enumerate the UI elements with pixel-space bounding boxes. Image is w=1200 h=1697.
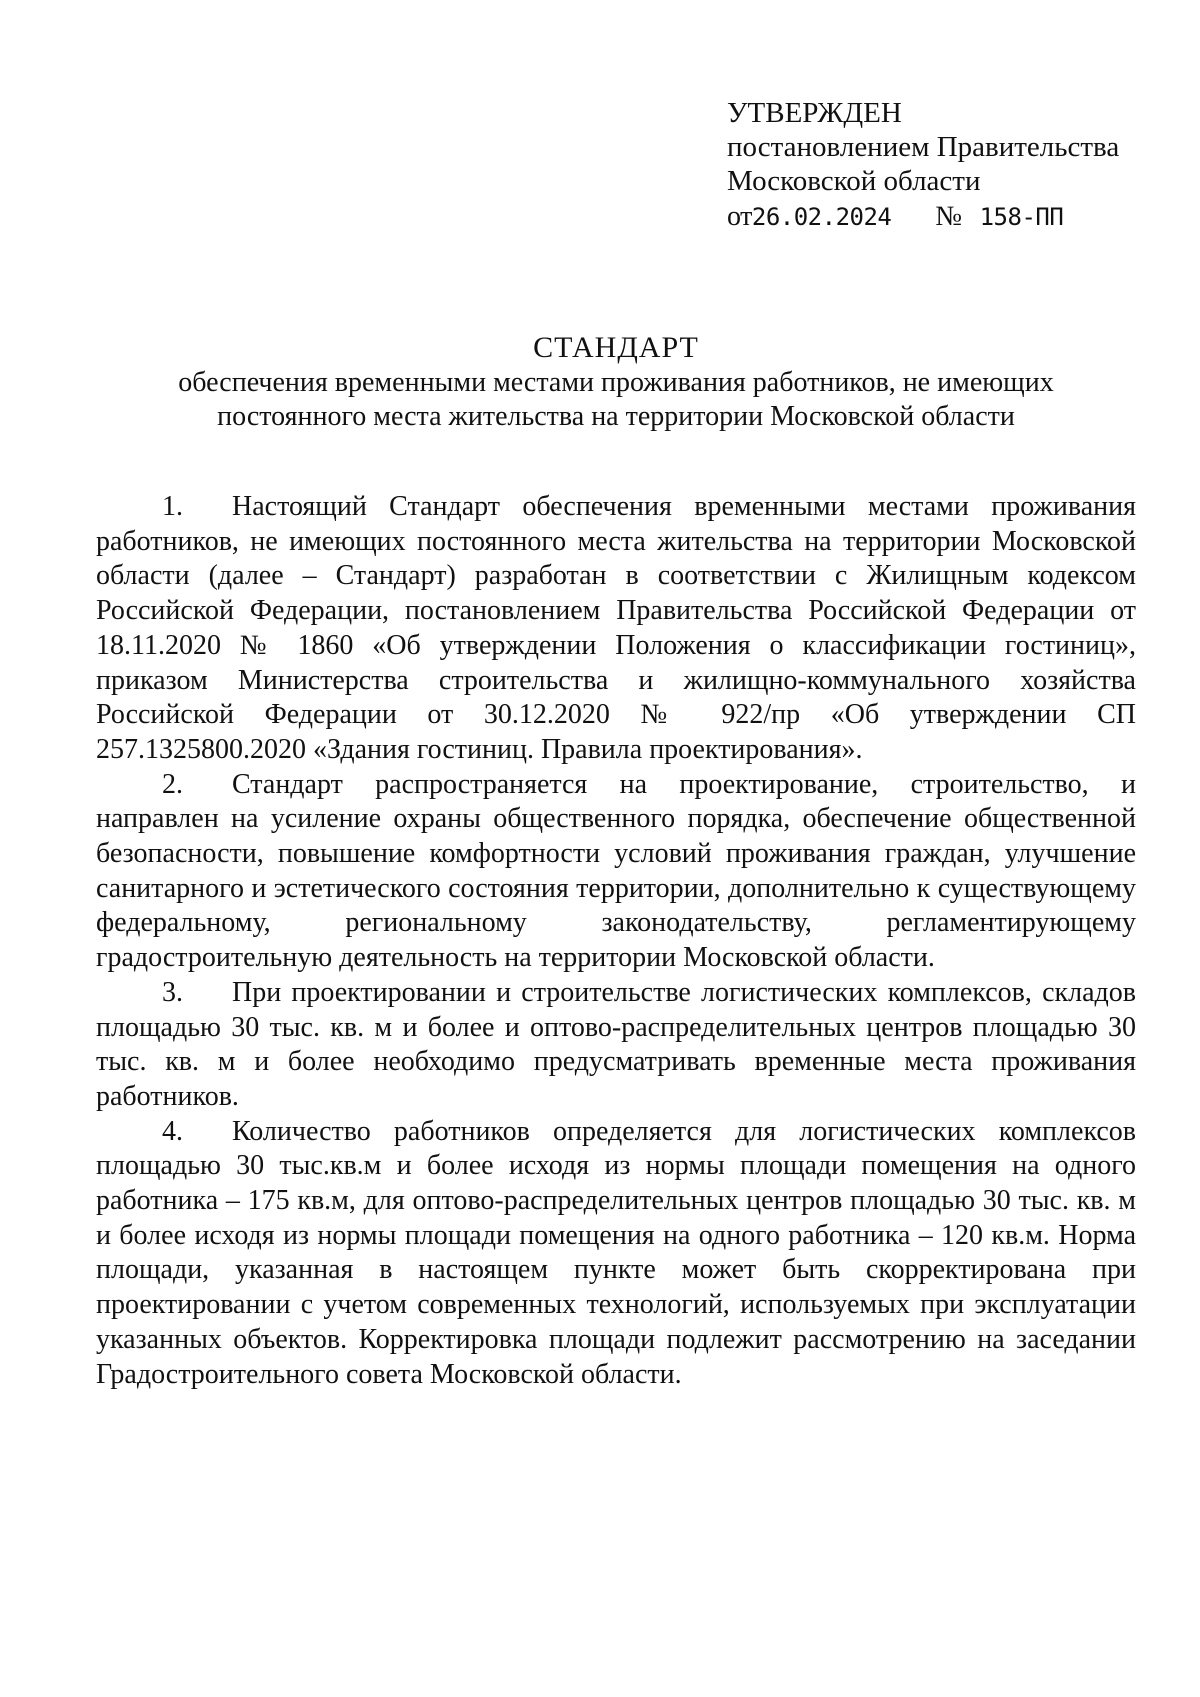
approval-stamp	[727, 96, 1127, 234]
date-prefix: от	[727, 201, 752, 232]
paragraph-4	[96, 1115, 1136, 1393]
document-heading	[96, 330, 1136, 434]
paragraph-text: Стандарт распространяется на проектирование, строительство, и направлен на усиление охраны общественного порядка, обеспечение общественной безопасности, повышение комфортности условий проживания граждан, улучшение санитарного и эстетического состояния территории, дополнительно к существующему федеральному, региональному законодательству, регламентирующему градостроительную деятельность на территории Московской области.	[96, 768, 1136, 974]
paragraph-number: 4.	[162, 1115, 183, 1147]
approved-label: УТВЕРЖДЕН	[727, 97, 902, 129]
paragraph-2	[96, 768, 1136, 976]
document-subtitle-line-1: обеспечения временными местами проживания работников, не имеющих	[178, 367, 1054, 398]
approval-date-line	[727, 200, 1127, 234]
approved-by-line-2: Московской области	[727, 165, 981, 197]
paragraph-text: Количество работников определяется для логистических комплексов площадью 30 тыс.кв.м и более исходя из нормы площади помещения на одного работника – 175 кв.м, для оптово-распределительных центров площадью 30 тыс. кв. м и более исходя из нормы площади помещения на одного работника – 120 кв.м. Норма площади, указанная в настоящем пункте может быть скорректирована при проектировании с учетом современных технологий, используемых при эксплуатации указанных объектов. Корректировка площади подлежит рассмотрению на заседании Градостроительного совета Московской области.	[96, 1115, 1136, 1390]
document-subtitle-line-2: постоянного места жительства на территории Московской области	[217, 401, 1015, 432]
paragraph-3	[96, 976, 1136, 1115]
paragraph-number: 2.	[162, 768, 183, 800]
approved-by-line-1: постановлением Правительства	[727, 131, 1120, 163]
paragraph-1	[96, 490, 1136, 768]
paragraph-number: 1.	[162, 491, 183, 522]
number-sign: №	[935, 201, 962, 232]
paragraph-text: При проектировании и строительстве логистических комплексов, складов площадью 30 тыс. кв. м и более и оптово-распределительных центров площадью 30 тыс. кв. м и более необходимо предусматривать временные места проживания работников.	[96, 976, 1136, 1112]
approval-number: 158-ПП	[979, 203, 1064, 231]
paragraph-text: Настоящий Стандарт обеспечения временными местами проживания работников, не имеющих постоянного места жительства на территории Московской области (далее – Стандарт) разработан в соответствии с Жилищным кодексом Российской Федерации, постановлением Правительства Российской Федерации от 18.11.2020 № 1860 «Об утверждении Положения о классификации гостиниц», приказом Министерства строительства и жилищно-коммунального хозяйства Российской Федерации от 30.12.2020 № 922/пр «Об утверждении СП 257.1325800.2020 «Здания гостиниц. Правила проектирования».	[96, 491, 1136, 765]
paragraph-number: 3.	[162, 976, 183, 1008]
approval-date: 26.02.2024	[751, 203, 892, 231]
document-title: СТАНДАРТ	[533, 331, 699, 364]
document-body	[96, 490, 1136, 1392]
